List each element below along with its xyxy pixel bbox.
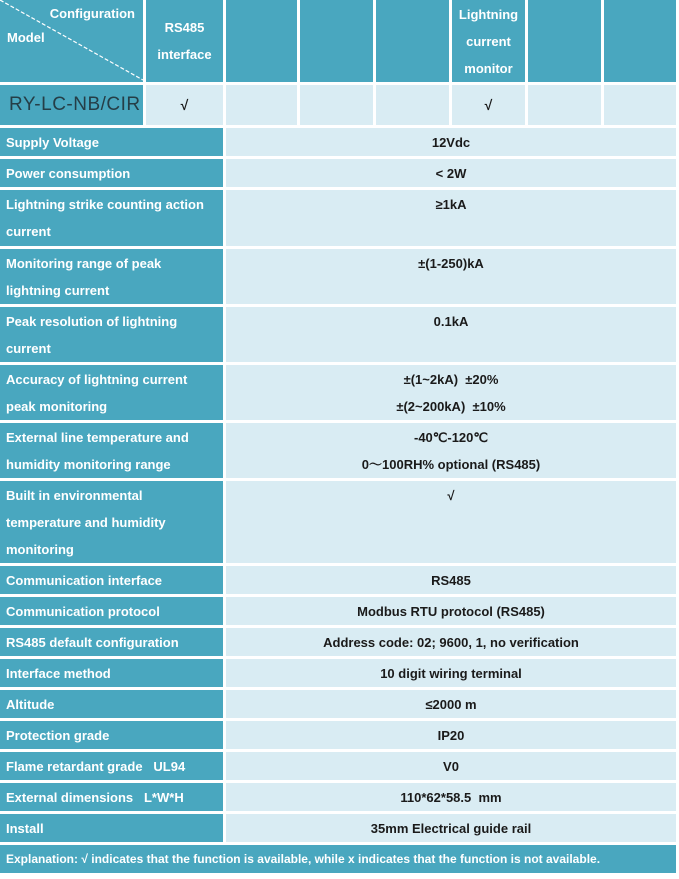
spec-label: Accuracy of lightning current peak monitoring (0, 365, 223, 420)
spec-value: 0.1kA (226, 307, 676, 362)
check-cell-1 (226, 85, 297, 125)
spec-row-interface-method (0, 659, 676, 687)
spec-row-monitoring-range (0, 249, 676, 304)
check-cell-2 (300, 85, 373, 125)
spec-value: Address code: 02; 9600, 1, no verification (226, 628, 676, 656)
spec-value: V0 (226, 752, 676, 780)
spec-value: 35mm Electrical guide rail (226, 814, 676, 842)
spec-value: ±(1-250)kA (226, 249, 676, 304)
spec-label: Power consumption (0, 159, 223, 187)
spec-row-altitude (0, 690, 676, 718)
spec-row-install (0, 814, 676, 842)
spec-row-peak-resolution (0, 307, 676, 362)
spec-row-rs485-default-config (0, 628, 676, 656)
table-header-row (0, 0, 676, 82)
spec-label: External line temperature and humidity monitoring range (0, 423, 223, 478)
spec-value: 10 digit wiring terminal (226, 659, 676, 687)
header-col-empty-1 (226, 0, 297, 82)
spec-row-power-consumption (0, 159, 676, 187)
spec-label: Altitude (0, 690, 223, 718)
spec-value: 12Vdc (226, 128, 676, 156)
spec-row-communication-interface (0, 566, 676, 594)
header-col-empty-5 (604, 0, 676, 82)
spec-value: < 2W (226, 159, 676, 187)
spec-value: ≤2000 m (226, 690, 676, 718)
spec-label: Peak resolution of lightning current (0, 307, 223, 362)
model-row (0, 85, 676, 125)
spec-label: RS485 default configuration (0, 628, 223, 656)
spec-label: Install (0, 814, 223, 842)
diagonal-header-cell (0, 0, 143, 82)
spec-row-builtin-env-monitoring (0, 481, 676, 563)
header-model-label: Model (7, 30, 45, 45)
check-cell-lightning: √ (452, 85, 525, 125)
spec-value: 110*62*58.5 mm (226, 783, 676, 811)
check-cell-rs485: √ (146, 85, 223, 125)
check-cell-6 (604, 85, 676, 125)
spec-row-strike-counting-current (0, 190, 676, 246)
spec-row-external-temp-humidity-range (0, 423, 676, 478)
spec-row-external-dimensions (0, 783, 676, 811)
spec-label: Interface method (0, 659, 223, 687)
model-name: RY-LC-NB/CIR (0, 85, 143, 125)
spec-value: Modbus RTU protocol (RS485) (226, 597, 676, 625)
check-cell-3 (376, 85, 449, 125)
spec-label: Built in environmental temperature and humidity monitoring (0, 481, 223, 563)
spec-value: -40℃-120℃ 0～100RH% optional (RS485) (226, 423, 676, 478)
header-col-empty-2 (300, 0, 373, 82)
spec-value: RS485 (226, 566, 676, 594)
header-col-rs485: RS485 interface (146, 0, 223, 82)
header-col-empty-4 (528, 0, 601, 82)
spec-label: Communication protocol (0, 597, 223, 625)
spec-label: External dimensions L*W*H (0, 783, 223, 811)
spec-row-communication-protocol (0, 597, 676, 625)
spec-label: Monitoring range of peak lightning current (0, 249, 223, 304)
explanation-text: Explanation: √ indicates that the function is available, while x indicates that the function is not available. (0, 845, 676, 873)
spec-value: ±(1~2kA) ±20% ±(2~200kA) ±10% (226, 365, 676, 420)
spec-row-accuracy (0, 365, 676, 420)
spec-value: √ (226, 481, 676, 563)
spec-label: Supply Voltage (0, 128, 223, 156)
spec-label: Communication interface (0, 566, 223, 594)
explanation-row (0, 845, 676, 873)
header-configuration-label: Configuration (49, 6, 135, 21)
spec-label: Protection grade (0, 721, 223, 749)
spec-label: Flame retardant grade UL94 (0, 752, 223, 780)
header-col-empty-3 (376, 0, 449, 82)
spec-row-flame-retardant-grade (0, 752, 676, 780)
spec-value: ≥1kA (226, 190, 676, 246)
spec-row-supply-voltage (0, 128, 676, 156)
header-col-lightning-monitor: Lightning current monitor (452, 0, 525, 82)
check-cell-5 (528, 85, 601, 125)
spec-label: Lightning strike counting action current (0, 190, 223, 246)
spec-row-protection-grade (0, 721, 676, 749)
spec-value: IP20 (226, 721, 676, 749)
